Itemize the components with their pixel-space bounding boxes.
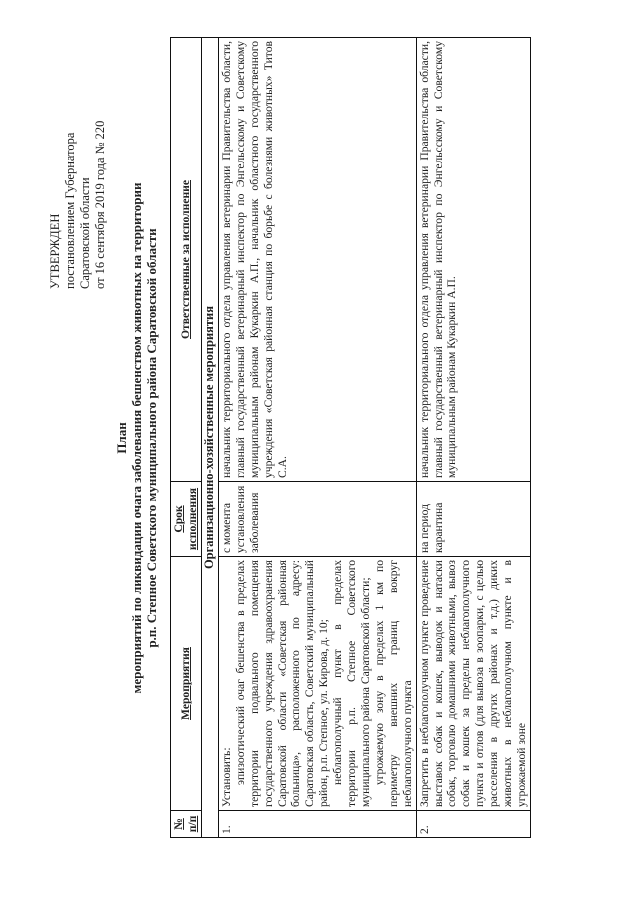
row-number: 2. xyxy=(416,811,530,838)
row-responsible: начальник территориального отдела управления ветеринарии Правительства области, главный государственный ветеринарный инспектор по Энгельсскому и Советскому муниципальным районам Кукаркин А.П. xyxy=(416,38,530,482)
title-line: мероприятий по ликвидации очага заболевания бешенством животных на территории xyxy=(129,182,144,694)
header-num: № п/п xyxy=(171,811,202,838)
approval-line: УТВЕРЖДЕН xyxy=(48,213,62,289)
row-term: с момента установления заболевания xyxy=(218,482,416,557)
row-measure: Запретить в неблагополучном пункте проведение выставок собак и кошек, выводок и натаски собак, торговлю домашними животными, вывоз собак и кошек за пределы неблагополучного пункта и отлов (для вывоза в зоопарки, с целью расселения в других районах и т.д.) диких животных в неблагополучном пункте и в угрожаемой зоне xyxy=(416,557,530,811)
row-measure xyxy=(218,557,416,811)
approval-stamp xyxy=(48,39,108,289)
rotated-page xyxy=(48,38,588,838)
measure-line: Установить: xyxy=(219,747,233,807)
measure-line: эпизоотический очаг бешенства в пределах территории подвального помещения государственного учреждения здравоохранения Саратовской области «Советская районная больница», расположенного по адресу: Саратовская область, Советский муниципальный район, р.п. Степное, ул. Кирова, д. 10; xyxy=(233,560,331,807)
measure-line: угрожаемую зону в пределах 1 км по периметру внешних границ вокруг неблагополучного пункта xyxy=(372,560,414,807)
row-term: на период карантина xyxy=(416,482,530,557)
row-responsible: начальник территориального отдела управления ветеринарии Правительства области, главный государственный ветеринарный инспектор по Энгельсскому и Советскому муниципальным районам Кукаркин А.П., начальник областного государственного учреждения «Советская районная станция по борьбе с болезнями животных» Титов С.А. xyxy=(218,38,416,482)
section-title: Организационно-хозяйственные мероприятия xyxy=(202,38,219,838)
table-row xyxy=(218,38,416,838)
approval-line: постановлением Губернатора xyxy=(63,132,77,289)
title-line: План xyxy=(114,422,129,454)
row-number: 1. xyxy=(218,811,416,838)
measure-line: неблагополучный пункт в пределах территории р.п. Степное Советского муниципального района Саратовской области; xyxy=(331,560,372,807)
section-row xyxy=(202,38,219,838)
approval-line: от 16 сентября 2019 года № 220 xyxy=(93,120,107,289)
plan-title xyxy=(114,38,159,838)
approval-line: Саратовской области xyxy=(78,177,92,289)
header-measures: Мероприятия xyxy=(171,557,202,811)
table-row xyxy=(416,38,530,838)
title-line: р.п. Степное Советского муниципального района Саратовской области xyxy=(144,228,159,648)
header-responsible: Ответственные за исполнение xyxy=(171,38,202,482)
measures-table xyxy=(170,37,531,838)
table-header-row xyxy=(171,38,202,838)
header-term: Срок исполнения xyxy=(171,482,202,557)
